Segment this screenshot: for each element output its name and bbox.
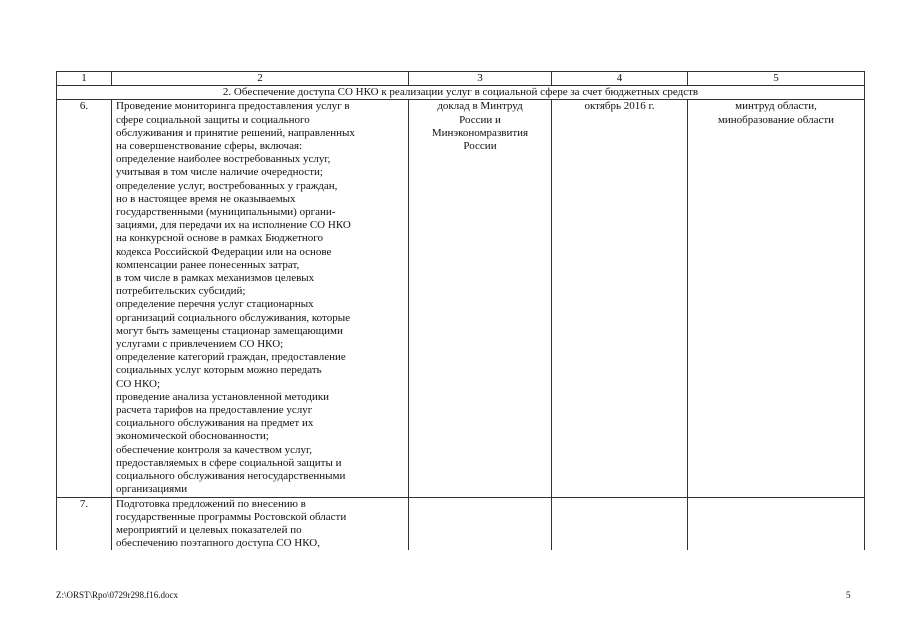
text-line: компенсации ранее понесенных затрат,: [116, 258, 300, 271]
file-path: Z:\ORST\Rpo\0729r298.f16.docx: [56, 590, 178, 600]
column-number-3: 3: [409, 72, 552, 86]
text-line: предоставляемых в сфере социальной защиты и: [116, 456, 342, 469]
row-number: 6.: [57, 100, 112, 497]
text-line: в том числе в рамках механизмов целевых: [116, 272, 315, 285]
text-line: расчета тарифов на предоставление услуг: [116, 404, 313, 417]
text-line: определение услуг, востребованных у граждан,: [116, 179, 338, 192]
measures-table: [56, 71, 865, 550]
text-line: учитывая в том числе наличие очередности;: [116, 166, 323, 179]
responsible-line: минтруд области,: [735, 100, 817, 113]
text-line: проведение анализа установленной методики: [116, 390, 330, 403]
column-number-row: [57, 72, 865, 86]
text-line: определение категорий граждан, предоставление: [116, 351, 346, 364]
measure-text: [112, 497, 409, 550]
text-line: организациями: [116, 483, 188, 496]
text-line: организаций социального обслуживания, которые: [116, 311, 350, 324]
document-line: доклад в Минтруд: [437, 100, 523, 113]
document-line: России и: [459, 113, 501, 126]
responsible: [688, 497, 865, 550]
text-line: социального обслуживания на предмет их: [116, 417, 314, 430]
document-type: [409, 497, 552, 550]
text-line: сфере социальной защиты и социального: [116, 113, 310, 126]
column-number-1: 1: [57, 72, 112, 86]
text-line: кодекса Российской Федерации или на основе: [116, 245, 332, 258]
text-line: государственные программы Ростовской области: [116, 510, 347, 523]
text-line: государственными (муниципальными) органи-: [116, 206, 336, 219]
text-line: но в настоящее время не оказываемых: [116, 192, 296, 205]
text-line: обслуживания и принятие решений, направленных: [116, 126, 355, 139]
deadline: октябрь 2016 г.: [552, 100, 688, 497]
responsible-line: минобразование области: [717, 113, 835, 126]
text-line: зациями, для передачи их на исполнение СО НКО: [116, 219, 351, 232]
column-number-5: 5: [688, 72, 865, 86]
table-row: [57, 497, 865, 550]
text-line: определение перечня услуг стационарных: [116, 298, 314, 311]
text-line: на совершенствование сферы, включая:: [116, 140, 303, 153]
responsible: [688, 100, 865, 497]
text-line: на конкурсной основе в рамках Бюджетного: [116, 232, 324, 245]
text-line: Подготовка предложений по внесению в: [116, 497, 306, 510]
document-type: [409, 100, 552, 497]
text-line: обеспечению поэтапного доступа СО НКО,: [116, 537, 320, 550]
row-number: 7.: [57, 497, 112, 550]
document-line: Минэкономразвития: [431, 126, 529, 139]
text-line: социального обслуживания негосударственными: [116, 470, 346, 483]
text-line: могут быть замещены стационар замещающими: [116, 324, 343, 337]
document-line: России: [463, 140, 497, 153]
section-row: [57, 86, 865, 100]
text-line: социальных услуг которым можно передать: [116, 364, 322, 377]
table-row: [57, 100, 865, 497]
measure-text: [112, 100, 409, 497]
text-line: СО НКО;: [116, 377, 161, 390]
text-line: экономической обоснованности;: [116, 430, 269, 443]
text-line: мероприятий и целевых показателей по: [116, 523, 302, 536]
text-line: определение наиболее востребованных услуг,: [116, 153, 331, 166]
text-line: потребительских субсидий;: [116, 285, 246, 298]
column-number-4: 4: [552, 72, 688, 86]
text-line: услугами с привлечением СО НКО;: [116, 338, 284, 351]
page-number: 5: [846, 590, 851, 600]
text-line: Проведение мониторинга предоставления услуг в: [116, 100, 350, 113]
deadline: [552, 497, 688, 550]
section-title: 2. Обеспечение доступа СО НКО к реализации услуг в социальной сфере за счет бюджетных средств: [57, 86, 865, 100]
text-line: обеспечение контроля за качеством услуг,: [116, 443, 313, 456]
column-number-2: 2: [112, 72, 409, 86]
